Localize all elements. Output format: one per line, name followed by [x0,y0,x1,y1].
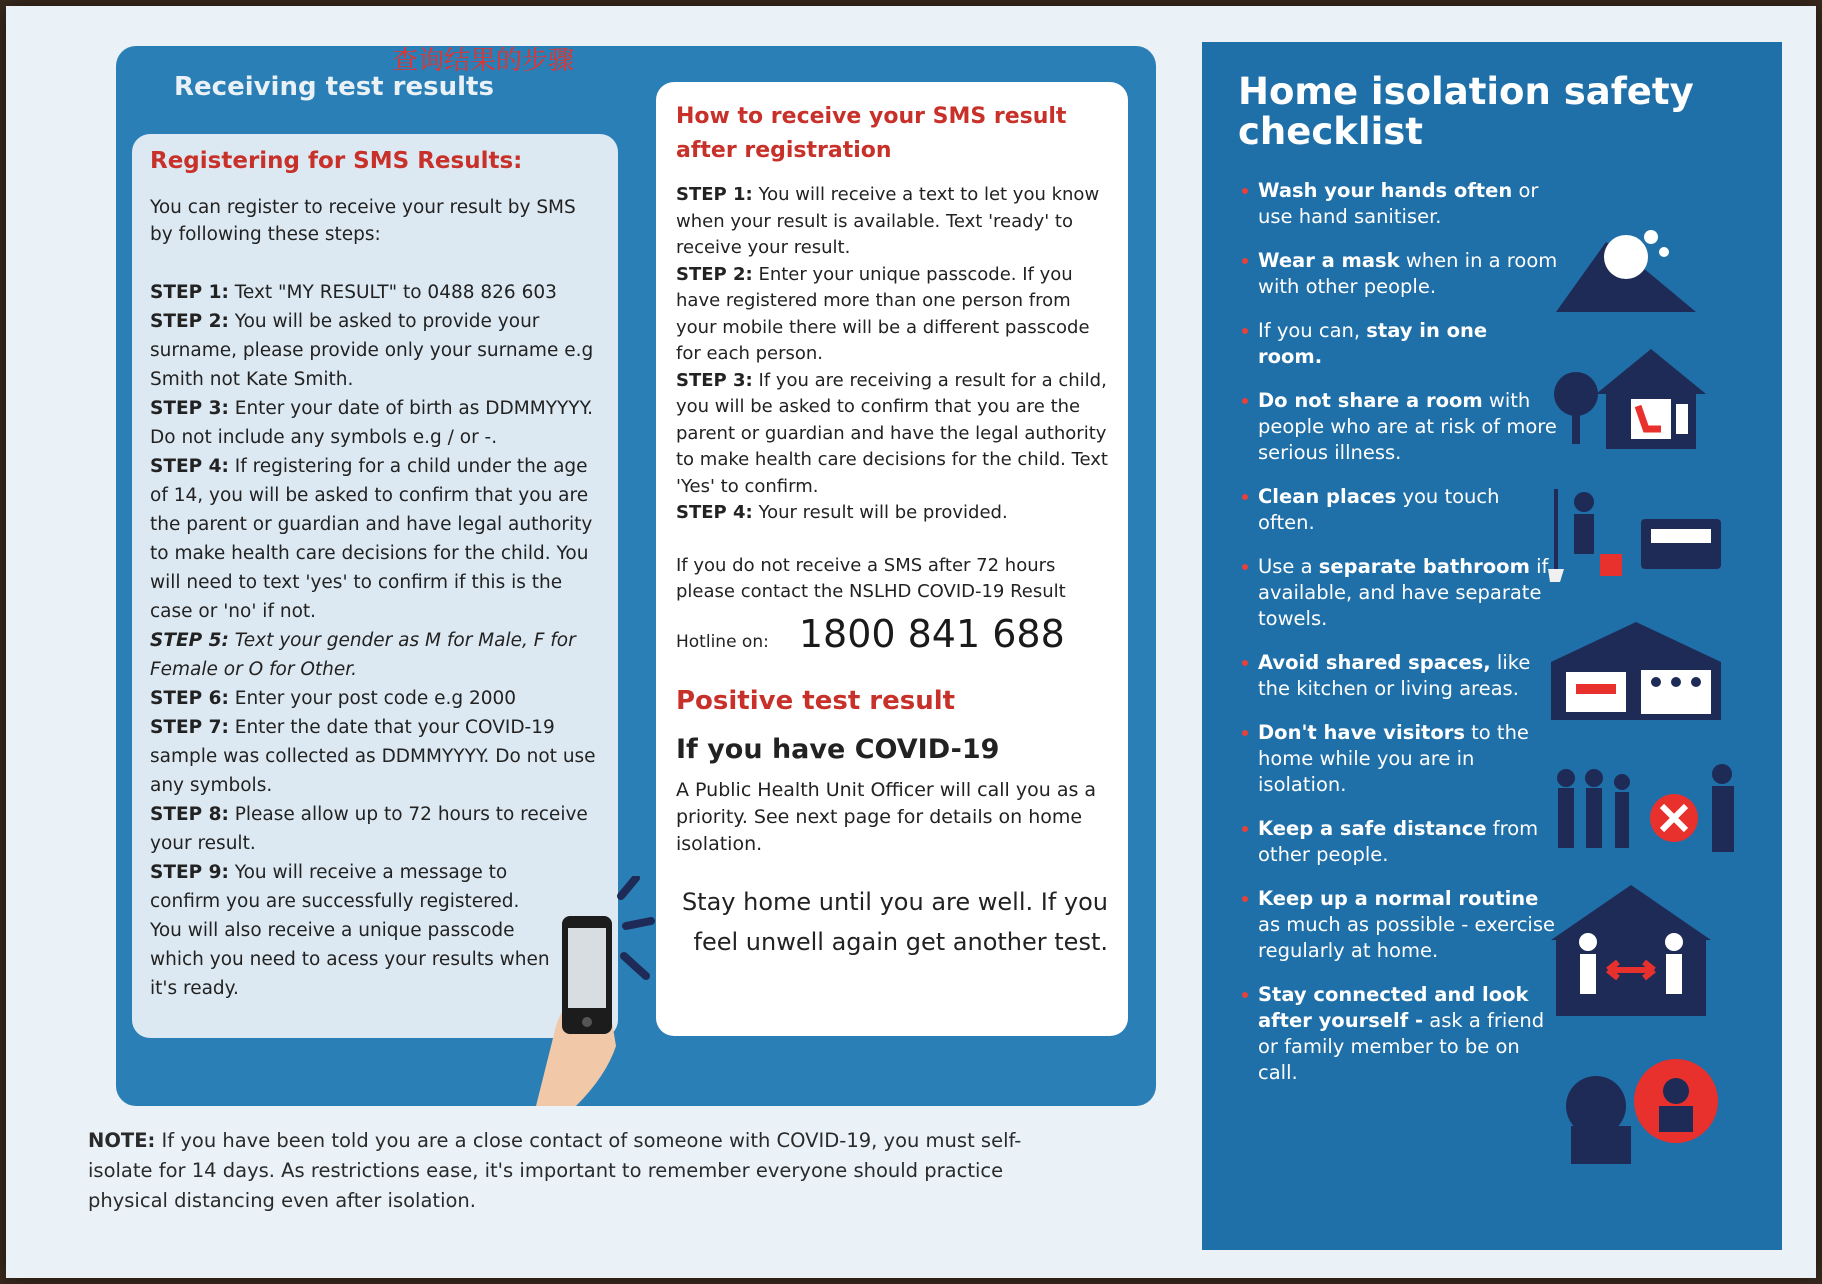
register-step: STEP 5: Text your gender as M for Male, F for Female or O for Other. [150,630,576,680]
no-sms-text: If you do not receive a SMS after 72 hours please contact the NSLHD COVID-19 Result [676,554,1066,602]
register-step: STEP 9: You will receive a message to confirm you are successfully registered. You will also receive a unique passcode which you need to acess your results when it's ready. [150,862,550,999]
sms-result-panel [656,82,1128,1036]
register-step: STEP 3: Enter your date of birth as DDMMYYYY. Do not include any symbols e.g / or -. [150,398,594,448]
register-step: STEP 8: Please allow up to 72 hours to receive your result. [150,804,588,854]
checklist-item: Use a separate bathroom if available, and have separate towels. [1238,554,1558,632]
checklist-title: Home isolation safety checklist [1238,70,1694,153]
cleaning-icon [1546,484,1726,584]
checklist-item: Avoid shared spaces, like the kitchen or living areas. [1238,650,1558,702]
sms-result-steps [676,182,1108,527]
hand-phone-icon [516,876,656,1106]
phu-text: A Public Health Unit Officer will call you as a priority. See next page for details on home isolation. [676,778,1097,855]
sms-step: STEP 1: You will receive a text to let you know when your result is available. Text 'ready' to receive your result. [676,184,1100,258]
overlay-caption: 查询结果的步骤 [392,46,575,76]
register-intro: You can register to receive your result by SMS by following these steps: [150,197,576,245]
hotline-number: 1800 841 688 [798,611,1065,656]
register-step: STEP 6: Enter your post code e.g 2000 [150,688,517,709]
register-step: STEP 4: If registering for a child under the age of 14, you will be asked to confirm that you are the parent or guardian and have legal authority to make health care decisions for the child. You will need to text 'yes' to confirm if this is the case or 'no' if not. [150,456,593,622]
checklist-item: If you can, stay in one room. [1238,318,1558,370]
note-label: NOTE: [88,1129,156,1152]
note-body: If you have been told you are a close contact of someone with COVID-19, you must self-isolate for 14 days. As restrictions ease, it's important to remember everyone should practice physical distancing even after isolation. [88,1129,1022,1212]
sms-step: STEP 4: Your result will be provided. [676,502,1008,523]
register-step: STEP 7: Enter the date that your COVID-19 sample was collected as DDMMYYYY. Do not use any symbols. [150,717,596,796]
leaflet-page [6,6,1816,1278]
positive-result-title: Positive test result [676,685,956,716]
sms-step: STEP 3: If you are receiving a result for a child, you will be asked to confirm that you are the parent or guardian and have the legal authority to make health care decisions for the child. Text 'Yes' to confirm. [676,369,1108,497]
stay-home-text: Stay home until you are well. If you feel unwell again get another test. [681,887,1108,956]
sms-step: STEP 2: Enter your unique passcode. If you have registered more than one person from your mobile there will be a different passcode for each person. [676,263,1090,364]
no-visitors-icon [1546,760,1746,860]
washing-hands-icon [1546,212,1706,322]
bathroom-house-icon [1546,612,1726,722]
checklist-item: Don't have visitors to the home while you are in isolation. [1238,720,1558,798]
covid-heading: If you have COVID-19 [676,733,1000,765]
checklist-item: Keep a safe distance from other people. [1238,816,1558,868]
distance-icon [1546,880,1716,1020]
checklist-item: Clean places you touch often. [1238,484,1558,536]
house-person-icon [1546,344,1716,454]
receiving-results-title: Receiving test results [174,72,494,102]
phone-call-icon [1546,1056,1726,1166]
hotline-label: Hotline on: [676,631,769,652]
register-sms-title: Registering for SMS Results: [150,148,523,174]
register-step: STEP 1: Text "MY RESULT" to 0488 826 603 [150,282,557,303]
note-text [88,1126,1028,1216]
hotline-row [676,612,1108,656]
checklist-item: Do not share a room with people who are at risk of more serious illness. [1238,388,1558,466]
checklist-item: Wear a mask when in a room with other people. [1238,248,1558,300]
register-step: STEP 2: You will be asked to provide your surname, please provide only your surname e.g Smith not Kate Smith. [150,311,594,390]
checklist-item: Wash your hands often or use hand sanitiser. [1238,178,1558,230]
checklist-item: Stay connected and look after yourself - ask a friend or family member to be on call. [1238,982,1558,1086]
sms-result-title: How to receive your SMS result after registration [676,104,1067,163]
checklist-item: Keep up a normal routine as much as possible - exercise regularly at home. [1238,886,1558,964]
